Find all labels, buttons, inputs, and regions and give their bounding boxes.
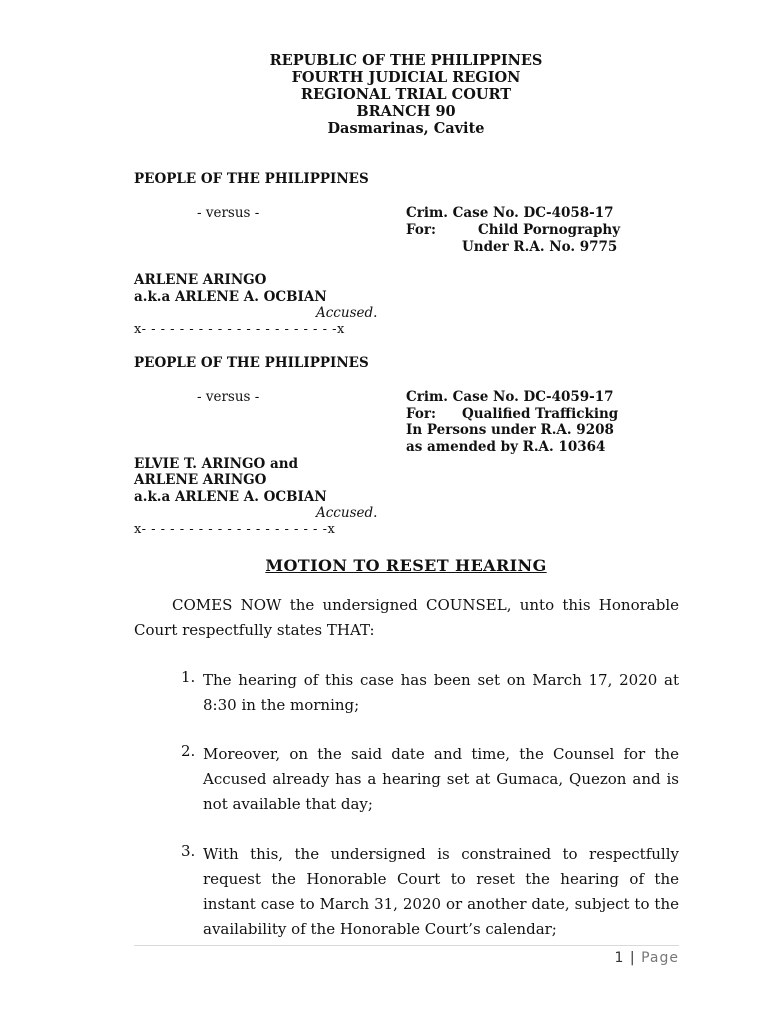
case2-charge-law: In Persons under R.A. 9208 (406, 422, 614, 438)
item-text-3: With this, the undersigned is constrained to respectfully request the Honorable Court to reset the hearing of the instant case to March 31, 2020 or another date, subject to the availability of the Honorable Court’s calendar; (203, 845, 679, 938)
case1-charge-law: Under R.A. No. 9775 (462, 239, 618, 255)
item-number-1: 1. (181, 668, 196, 686)
case2-charge: Qualified Trafficking (462, 406, 619, 422)
case1-charge: Child Pornography (478, 222, 621, 238)
court-header-court: REGIONAL TRIAL COURT (300, 86, 512, 103)
item-number-3: 3. (181, 842, 196, 860)
case2-charge-amendment: as amended by R.A. 10364 (406, 439, 606, 455)
footer-divider (134, 945, 679, 946)
case2-for-label: For: (406, 406, 436, 422)
case1-for-label: For: (406, 222, 436, 238)
item-text-1: The hearing of this case has been set on March 17, 2020 at 8:30 in the morning; (203, 671, 679, 714)
item-number-2: 2. (181, 742, 196, 760)
case1-separator: x- - - - - - - - - - - - - - - - - - - - -x (134, 322, 345, 337)
intro-paragraph: COMES NOW the undersigned COUNSEL, unto this Honorable Court respectfully states THAT: (134, 596, 679, 639)
case1-versus: - versus - (197, 205, 260, 221)
case1-accused-alias: a.k.a ARLENE A. OCBIAN (134, 289, 327, 305)
case2-accused-label: Accused. (316, 505, 378, 521)
case2-accused-alias: a.k.a ARLENE A. OCBIAN (134, 489, 327, 505)
case2-accused-name-2: ARLENE ARINGO (134, 472, 267, 488)
item-text-2: Moreover, on the said date and time, the Counsel for the Accused already has a hearing set at Gumaca, Quezon and is not available that day; (203, 745, 679, 813)
case2-plaintiff: PEOPLE OF THE PHILIPPINES (134, 355, 369, 371)
court-header-branch: BRANCH 90 (356, 103, 456, 120)
case1-accused-name: ARLENE ARINGO (134, 272, 267, 288)
case1-case-number: Crim. Case No. DC-4058-17 (406, 205, 614, 221)
case2-versus: - versus - (197, 389, 260, 405)
case1-accused-label: Accused. (316, 305, 378, 321)
court-header-region: FOURTH JUDICIAL REGION (291, 69, 521, 86)
case2-case-number: Crim. Case No. DC-4059-17 (406, 389, 614, 405)
case2-separator: x- - - - - - - - - - - - - - - - - - - -x (134, 522, 336, 537)
footer-separator: | (629, 950, 636, 966)
case2-accused-name-1: ELVIE T. ARINGO and (134, 456, 299, 472)
court-header-republic: REPUBLIC OF THE PHILIPPINES (269, 52, 543, 69)
page-number: 1 (614, 950, 625, 966)
case1-plaintiff: PEOPLE OF THE PHILIPPINES (134, 171, 369, 187)
document-title: MOTION TO RESET HEARING (265, 556, 547, 575)
court-header-location: Dasmarinas, Cavite (327, 120, 485, 137)
page-label: Page (641, 950, 679, 966)
page-footer (615, 950, 679, 966)
